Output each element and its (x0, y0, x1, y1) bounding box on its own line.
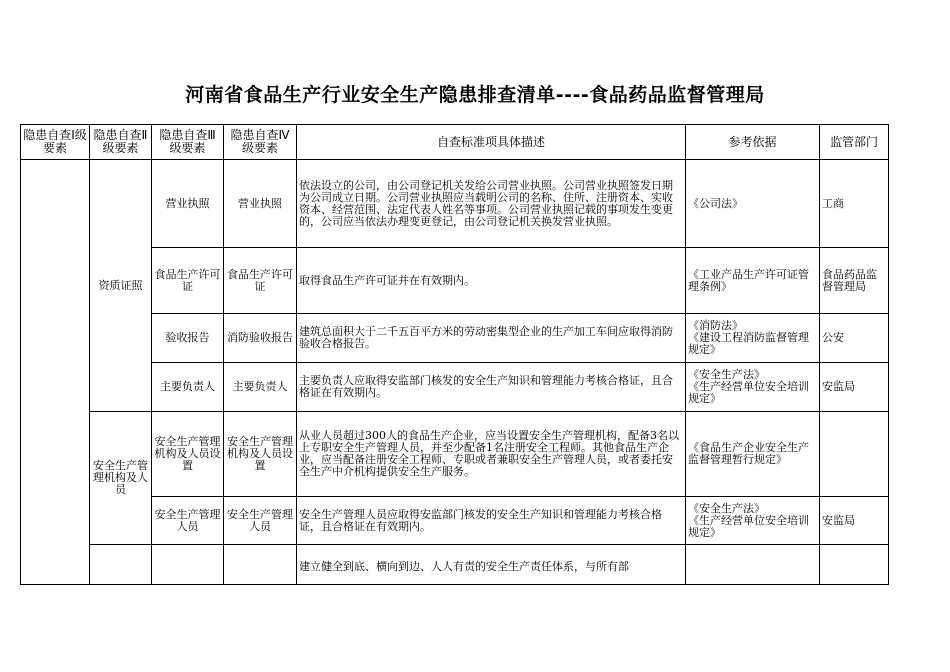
level3-cell: 安全生产管理机构及人员设置 (152, 412, 224, 497)
table-row (21, 363, 889, 412)
basis-cell: 《公司法》 (686, 160, 820, 248)
checklist-sheet (20, 124, 888, 573)
basis-cell: 《安全生产法》 《生产经营单位安全培训规定》 (686, 497, 820, 545)
level4-cell: 食品生产许可证 (224, 248, 297, 314)
basis-cell: 《工业产品生产许可证管理条例》 (686, 248, 820, 314)
table-row (21, 412, 889, 497)
header-basis: 参考依据 (686, 125, 820, 160)
level3-cell (152, 545, 224, 585)
table-row (21, 314, 889, 363)
header-row (21, 125, 889, 160)
table-row (21, 248, 889, 314)
description-cell: 建立健全到底、横向到边、人人有责的安全生产责任体系，与所有部 (297, 545, 686, 585)
department-cell: 食品药品监督管理局 (820, 248, 889, 314)
header-level3: 隐患自查Ⅲ级要素 (152, 125, 224, 160)
description-cell: 取得食品生产许可证并在有效期内。 (297, 248, 686, 314)
table-row (21, 160, 889, 248)
department-cell: 公安 (820, 314, 889, 363)
description-cell: 主要负责人应取得安监部门核发的安全生产知识和管理能力考核合格证，且合格证在有效期内。 (297, 363, 686, 412)
header-level1: 隐患自查Ⅰ级要素 (21, 125, 90, 160)
basis-cell: 《消防法》 《建设工程消防监督管理规定》 (686, 314, 820, 363)
group-cell: 资质证照 (90, 160, 152, 412)
level3-cell: 食品生产许可证 (152, 248, 224, 314)
level3-cell: 主要负责人 (152, 363, 224, 412)
header-department: 监管部门 (820, 125, 889, 160)
level4-cell: 安全生产管理机构及人员设置 (224, 412, 297, 497)
level4-cell: 安全生产管理人员 (224, 497, 297, 545)
checklist-table (20, 124, 889, 585)
department-cell: 安监局 (820, 363, 889, 412)
page-title: 河南省食品生产行业安全生产隐患排查清单----食品药品监督管理局 (185, 84, 765, 106)
level1-cell (21, 160, 90, 585)
level3-cell: 安全生产管理人员 (152, 497, 224, 545)
table-row (21, 497, 889, 545)
department-cell: 工商 (820, 160, 889, 248)
department-cell (820, 412, 889, 497)
basis-cell: 《食品生产企业安全生产监督管理暂行规定》 (686, 412, 820, 497)
table-row (21, 545, 889, 585)
level3-cell: 营业执照 (152, 160, 224, 248)
header-level4: 隐患自查Ⅳ级要素 (224, 125, 297, 160)
description-cell: 依法设立的公司，由公司登记机关发给公司营业执照。公司营业执照签发日期为公司成立日期。公司营业执照应当载明公司的名称、住所、注册资本、实收资本、经营范围、法定代表人姓名等事项。公司营业执照记载的事项发生变更的，公司应当依法办理变更登记，由公司登记机关换发营业执照。 (297, 160, 686, 248)
level3-cell: 验收报告 (152, 314, 224, 363)
group-cell: 安全生产管理机构及人员 (90, 412, 152, 545)
level4-cell: 消防验收报告 (224, 314, 297, 363)
group-cell (90, 545, 152, 585)
description-cell: 安全生产管理人员应取得安监部门核发的安全生产知识和管理能力考核合格证，且合格证在有效期内。 (297, 497, 686, 545)
header-level2: 隐患自查Ⅱ级要素 (90, 125, 152, 160)
header-description: 自查标准项具体描述 (297, 125, 686, 160)
level4-cell (224, 545, 297, 585)
level4-cell: 营业执照 (224, 160, 297, 248)
basis-cell: 《安全生产法》 《生产经营单位安全培训规定》 (686, 363, 820, 412)
description-cell: 建筑总面积大于二千五百平方米的劳动密集型企业的生产加工车间应取得消防验收合格报告。 (297, 314, 686, 363)
department-cell: 安监局 (820, 497, 889, 545)
basis-cell (686, 545, 820, 585)
level4-cell: 主要负责人 (224, 363, 297, 412)
description-cell: 从业人员超过300人的食品生产企业，应当设置安全生产管理机构，配备3名以上专职安全生产管理人员，并至少配备1名注册安全工程师。其他食品生产企业，应当配备注册安全工程师、专职或者兼职安全生产管理人员，或者委托安全生产中介机构提供安全生产服务。 (297, 412, 686, 497)
department-cell (820, 545, 889, 585)
